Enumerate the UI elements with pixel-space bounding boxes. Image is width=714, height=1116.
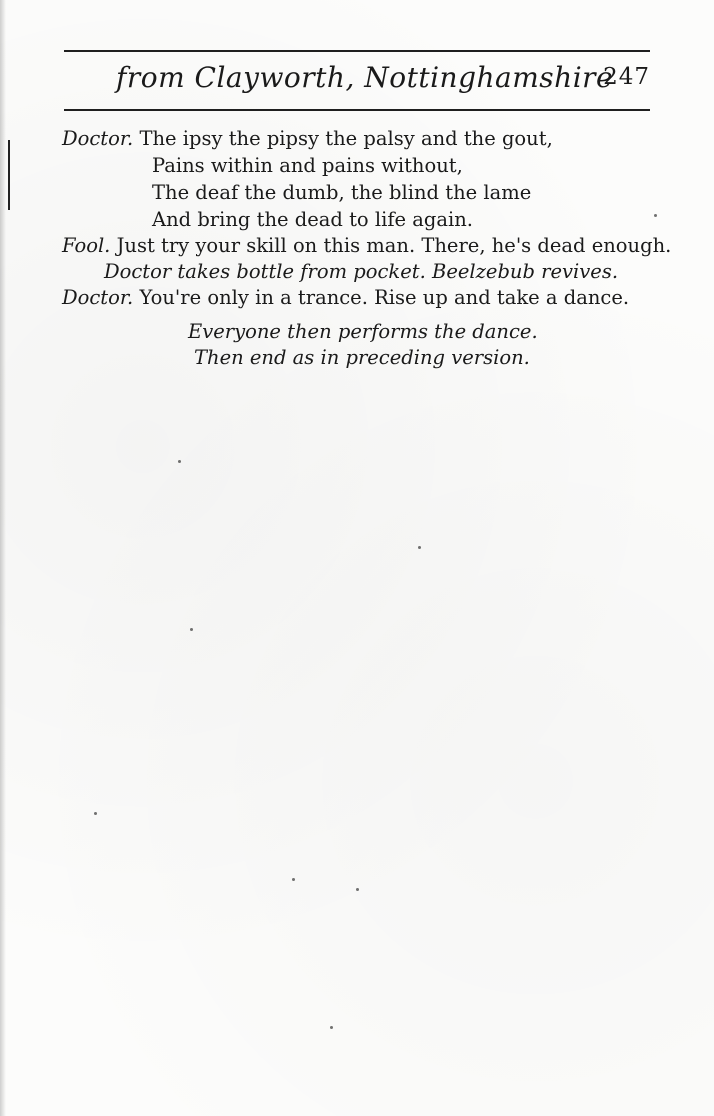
header-rule-top: [64, 50, 650, 52]
paper-speck: [418, 546, 421, 549]
dialogue-text: You're only in a trance. Rise up and take a dance.: [133, 286, 630, 309]
running-head: [64, 58, 650, 104]
page-edge-shadow: [0, 0, 6, 1116]
stage-direction: Then end as in preceding version.: [194, 346, 530, 369]
dialogue-line: [62, 285, 629, 311]
paper-speck: [292, 878, 295, 881]
header-rule-bottom: [64, 109, 650, 111]
stage-direction: Everyone then performs the dance.: [188, 320, 538, 343]
speaker-name: Doctor.: [62, 286, 134, 309]
paper-speck: [94, 812, 97, 815]
paper-speck: [654, 214, 657, 217]
verse-line: The deaf the dumb, the blind the lame: [152, 181, 532, 204]
paper-speck: [356, 888, 359, 891]
page-number: 247: [603, 64, 650, 90]
verse-line: And bring the dead to life again.: [152, 208, 473, 231]
running-head-title: from Clayworth, Nottinghamshire: [116, 61, 614, 94]
paper-speck: [178, 460, 181, 463]
paper-speck: [190, 628, 193, 631]
paper-speck: [330, 1026, 333, 1029]
dialogue-line: [62, 233, 671, 259]
dialogue-line: [62, 126, 553, 152]
verse-line: Pains within and pains without,: [152, 154, 463, 177]
speaker-name: Doctor.: [62, 127, 134, 150]
dialogue-text: The ipsy the pipsy the palsy and the gout,: [133, 127, 553, 150]
speaker-name: Fool.: [62, 234, 111, 257]
margin-mark: [8, 140, 10, 210]
dialogue-text: Just try your skill on this man. There, he's dead enough.: [110, 234, 672, 257]
stage-direction: Doctor takes bottle from pocket. Beelzebub revives.: [104, 260, 619, 283]
